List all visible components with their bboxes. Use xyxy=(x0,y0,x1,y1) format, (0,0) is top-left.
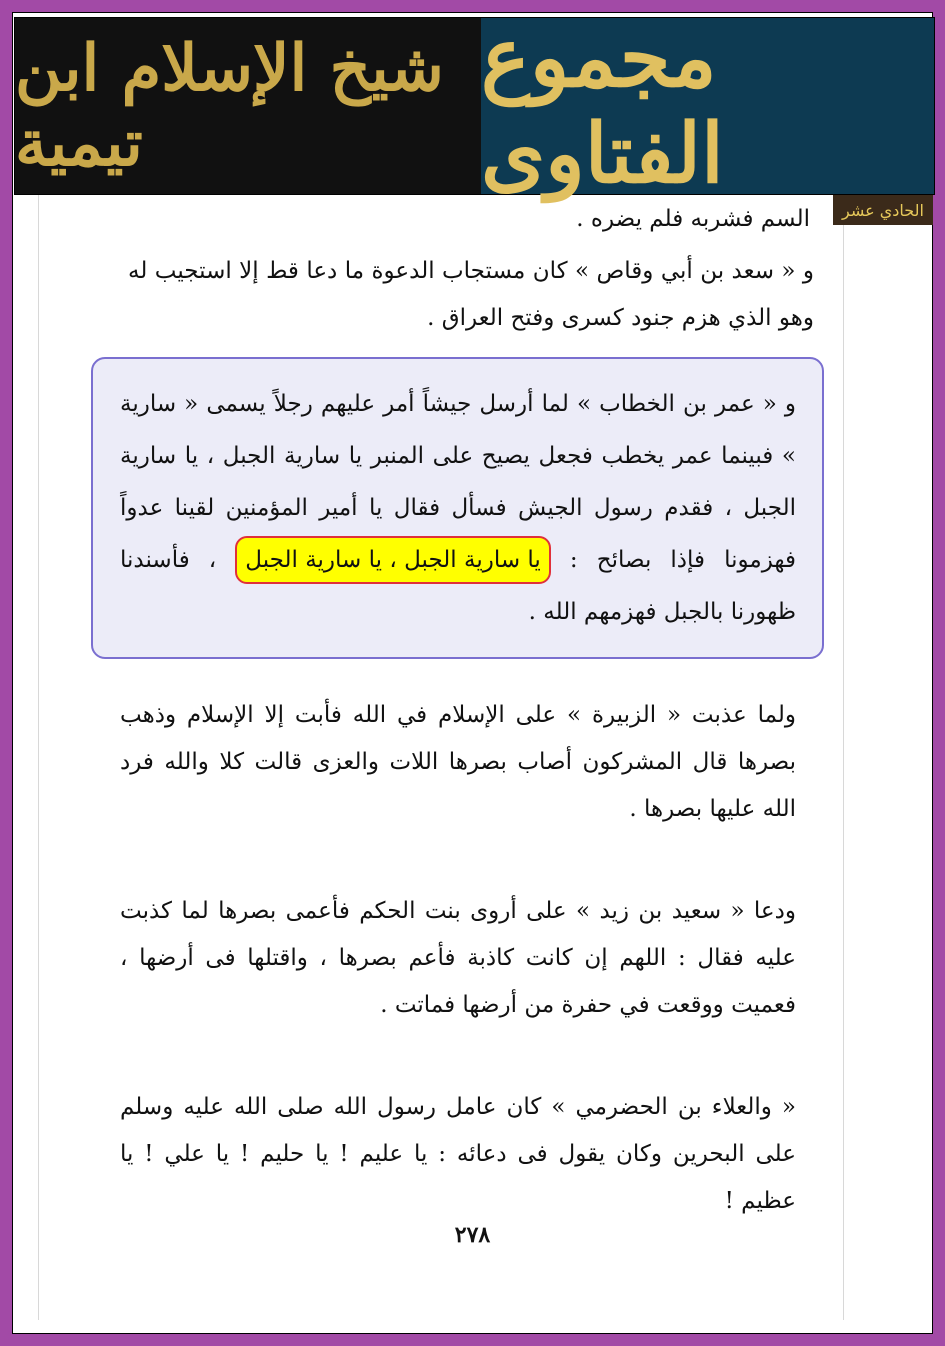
book-title: مجموع الفتاوى xyxy=(481,18,934,194)
paragraph xyxy=(128,248,814,342)
page-number: ٢٧٨ xyxy=(454,1222,491,1248)
paragraph xyxy=(540,196,810,243)
paragraph-text: ولما عذبت « الزبيرة » على الإسلام في الله فأبت إلا الإسلام وذهب بصرها قال المشركون أصاب بصرها اللات والعزى قالت كلا والله فرد الله عليها بصرها . xyxy=(120,702,796,822)
highlighted-phrase: يا سارية الجبل ، يا سارية الجبل xyxy=(235,536,551,584)
paragraph-text: و « سعد بن أبي وقاص » كان مستجاب الدعوة ما دعا قط إلا استجيب له وهو الذي هزم جنود كسرى وفتح العراق . xyxy=(128,258,814,331)
author-title: شيخ الإسلام ابن تيمية xyxy=(15,18,481,194)
paragraph xyxy=(120,888,796,1029)
paragraph-text: ودعا « سعيد بن زيد » على أروى بنت الحكم فأعمى بصرها لما كذبت عليه فقال : اللهم إن كانت كاذبة فأعم بصرها ، واقتلها فى أرضها ، فعميت ووقعت في حفرة من أرضها فماتت . xyxy=(120,898,796,1018)
volume-label: الحادي عشر xyxy=(833,195,933,225)
paragraph-text: السم فشربه فلم يضره . xyxy=(576,206,810,232)
paragraph xyxy=(120,378,796,638)
paragraph-text: « والعلاء بن الحضرمي » كان عامل رسول الله صلى الله عليه وسلم على البحرين وكان يقول فى دعائه : يا عليم ! يا حليم ! يا علي ! يا عظيم ! xyxy=(120,1094,796,1214)
paragraph xyxy=(120,1084,796,1225)
header-banner xyxy=(14,10,935,202)
paragraph xyxy=(120,692,796,833)
paragraph-text: و « عمر بن الخطاب » لما أرسل جيشاً أمر عليهم رجلاً يسمى « سارية » فبينما عمر يخطب فجعل يصيح على المنبر يا سارية الجبل ، يا سارية الجبل ، فقدم رسول الجيش فسأل فقال يا أمير المؤمنين لقينا عدواً فهزمونا فإذا بصائح : xyxy=(120,391,797,573)
paragraph-text: ، فأسندنا ظهورنا بالجبل فهزمهم الله . xyxy=(120,547,796,625)
page-edge-line xyxy=(38,190,39,1320)
page-edge-line xyxy=(843,190,844,1320)
